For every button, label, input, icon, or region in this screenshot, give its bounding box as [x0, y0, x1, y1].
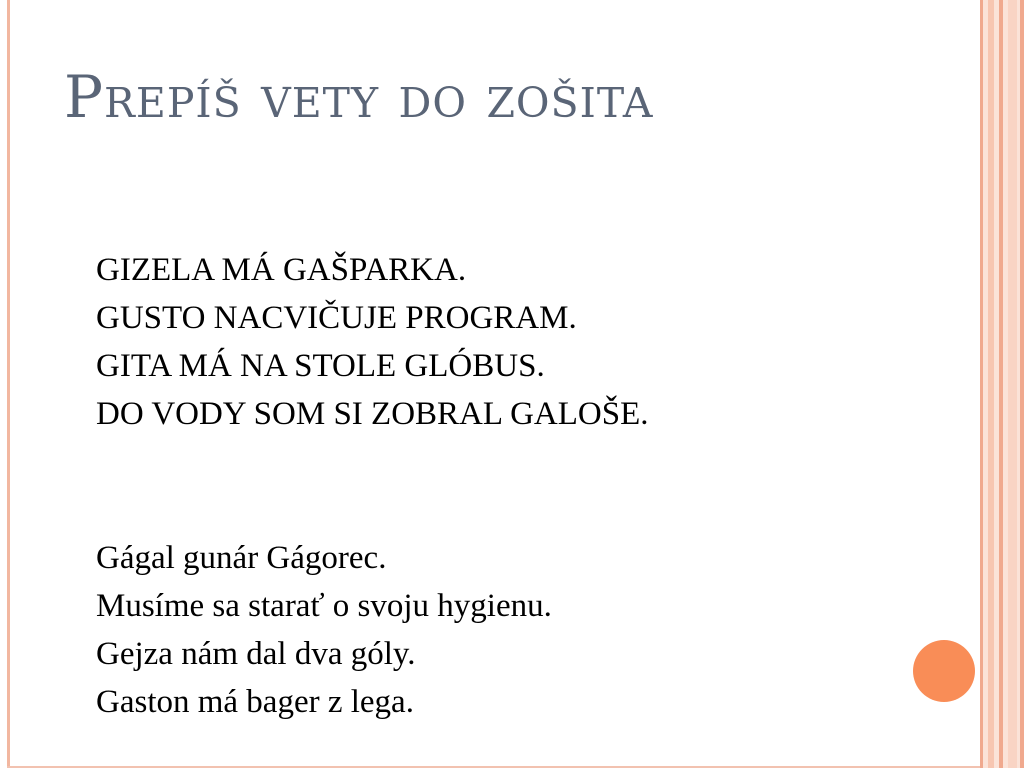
sentence: GITA MÁ NA STOLE GLÓBUS. [96, 348, 545, 384]
sentence: Gejza nám dal dva góly. [96, 636, 416, 672]
sentence: GIZELA MÁ GAŠPARKA. [96, 252, 467, 288]
sentence: Gaston má bager z lega. [96, 684, 414, 720]
left-frame-line [7, 0, 10, 768]
stripe [1008, 0, 1017, 768]
sentence: Gágal gunár Gágorec. [96, 540, 387, 576]
orange-circle-decoration [913, 640, 975, 702]
sentence: GUSTO NACVIČUJE PROGRAM. [96, 300, 577, 336]
stripe [980, 0, 983, 768]
right-decorative-strip [980, 0, 1024, 768]
uppercase-sentences [96, 246, 648, 438]
stripe [988, 0, 994, 768]
sentence: DO VODY SOM SI ZOBRAL GALOŠE. [96, 396, 649, 432]
stripe [1020, 0, 1024, 768]
slide-title: Prepíš vety do zošita [64, 63, 654, 131]
sentence: Musíme sa starať o svoju hygienu. [96, 588, 552, 624]
lowercase-sentences [96, 534, 552, 726]
stripe [999, 0, 1003, 768]
